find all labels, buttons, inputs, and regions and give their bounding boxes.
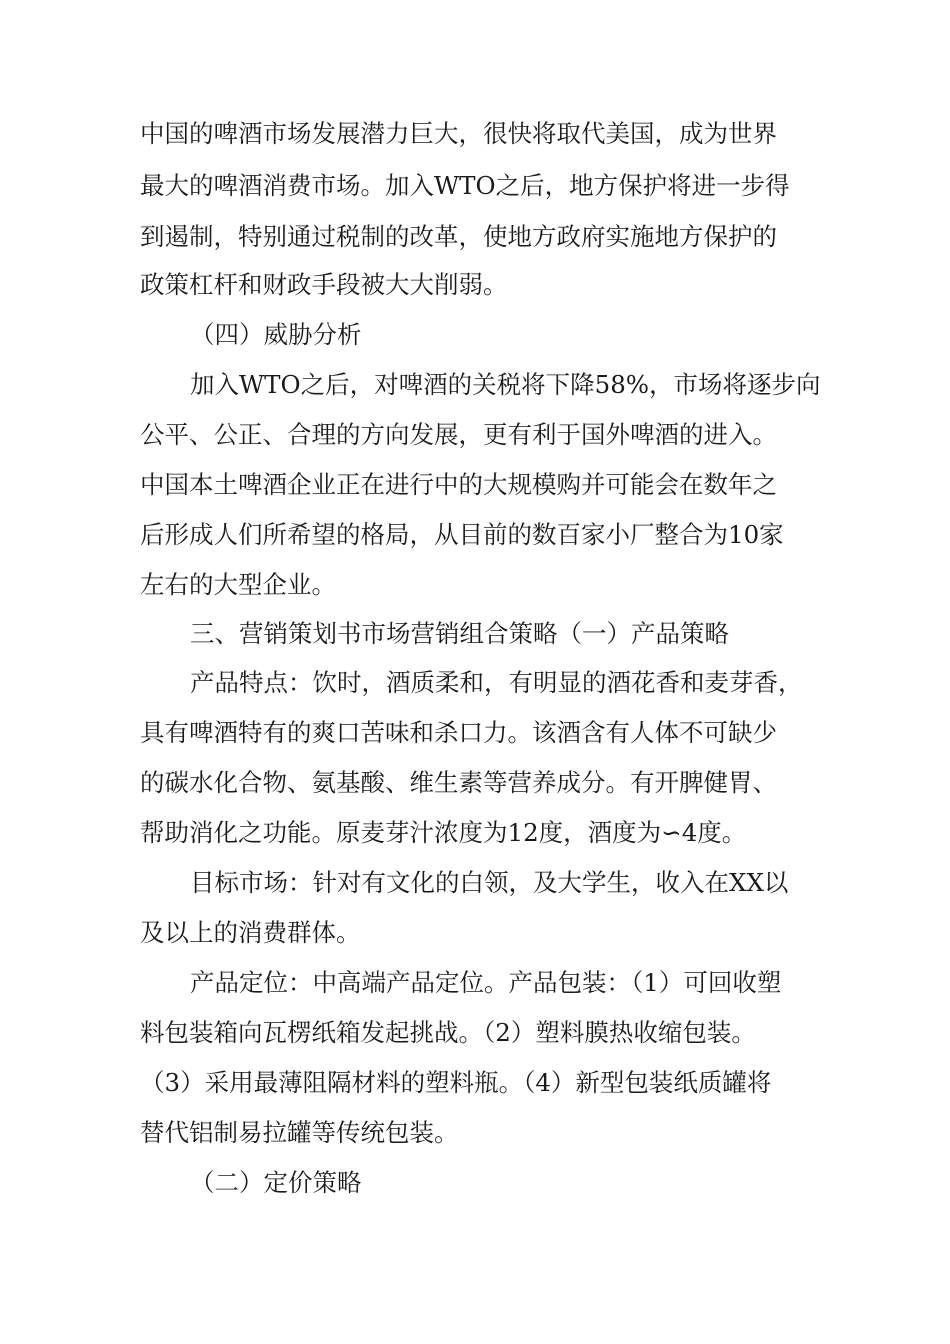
body-text-line: 替代铝制易拉罐等传统包装。 [140, 1118, 459, 1147]
body-text-line: 具有啤酒特有的爽口苦味和杀口力。该酒含有人体不可缺少 [140, 718, 777, 747]
body-text-line: 料包装箱向瓦楞纸箱发起挑战。（2）塑料膜热收缩包装。 [140, 1018, 756, 1047]
section-heading-marketing-mix: 三、营销策划书市场营销组合策略（一）产品策略 [190, 619, 729, 648]
body-text-line: 中国的啤酒市场发展潜力巨大，很快将取代美国，成为世界 [140, 119, 777, 148]
body-text-line: 到遏制，特别通过税制的改革，使地方政府实施地方保护的 [140, 222, 777, 251]
section-heading-threat-analysis: （四）威胁分析 [190, 320, 362, 349]
body-text-line: 帮助消化之功能。原麦芽汁浓度为12度，酒度为∽4度。 [140, 818, 747, 847]
body-text-line: 及以上的消费群体。 [140, 918, 361, 947]
body-text-line: 公平、公正、合理的方向发展，更有利于国外啤酒的进入。 [140, 420, 777, 449]
section-heading-pricing-strategy: （二）定价策略 [190, 1168, 362, 1197]
body-text-line: 目标市场：针对有文化的白领，及大学生，收入在XX以 [190, 868, 789, 897]
body-text-line: 最大的啤酒消费市场。加入WTO之后，地方保护将进一步得 [140, 171, 790, 200]
body-text-line: 中国本土啤酒企业正在进行中的大规模购并可能会在数年之 [140, 470, 777, 499]
body-text-line: 政策杠杆和财政手段被大大削弱。 [140, 270, 508, 299]
body-text-line: （3）采用最薄阻隔材料的塑料瓶。（4）新型包装纸质罐将 [140, 1068, 772, 1097]
body-text-line: 的碳水化合物、氨基酸、维生素等营养成分。有开脾健胃、 [140, 768, 777, 797]
body-text-line: 产品特点：饮时，酒质柔和，有明显的酒花香和麦芽香， [190, 668, 803, 697]
body-text-line: 加入WTO之后，对啤酒的关税将下降58%，市场将逐步向 [190, 370, 821, 399]
body-text-line: 后形成人们所希望的格局，从目前的数百家小厂整合为10家 [140, 520, 784, 549]
body-text-line: 左右的大型企业。 [140, 570, 336, 599]
body-text-line: 产品定位：中高端产品定位。产品包装：（1）可回收塑 [190, 968, 782, 997]
